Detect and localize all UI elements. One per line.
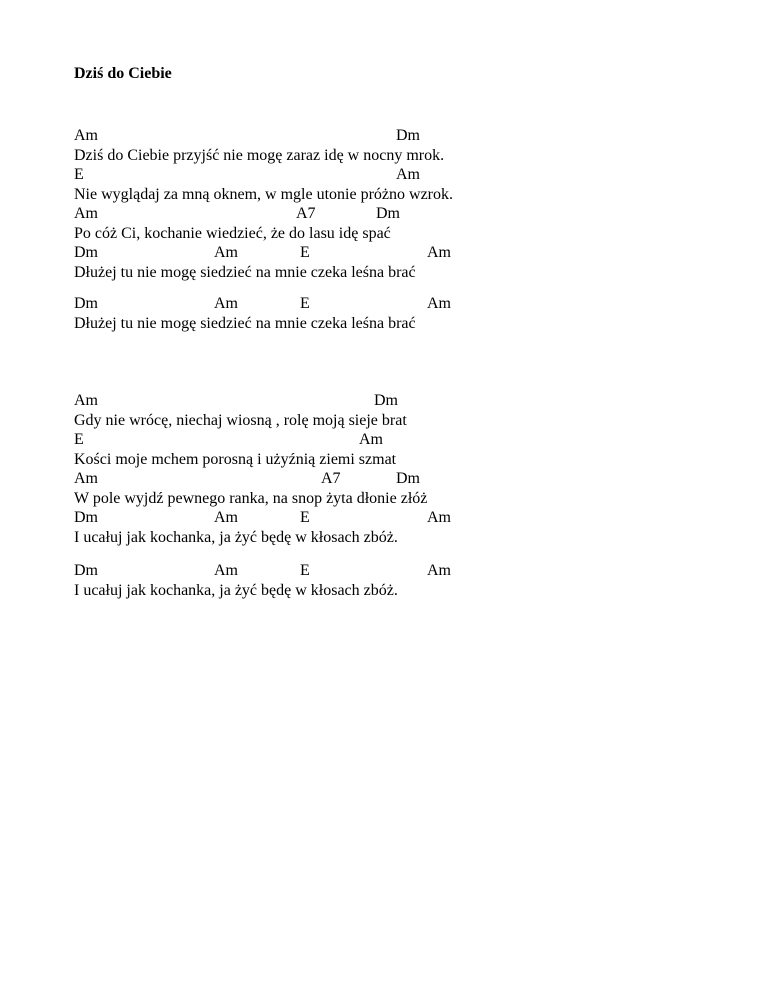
chord: Am <box>427 562 451 579</box>
chord: Am <box>359 431 383 448</box>
chord: Am <box>74 392 98 409</box>
stanza <box>74 561 734 600</box>
chord: E <box>300 244 310 261</box>
song-sheet <box>74 64 734 599</box>
chord: A7 <box>321 470 341 487</box>
chord: E <box>300 295 310 312</box>
lyric-line: Po cóż Ci, kochanie wiedzieć, że do lasu idę spać <box>74 224 391 242</box>
lyric-line: I ucałuj jak kochanka, ja żyć będę w kłosach zbóż. <box>74 581 398 599</box>
chord: Dm <box>376 205 400 222</box>
stanza <box>74 391 734 547</box>
stanza <box>74 126 734 282</box>
chord: Am <box>396 166 420 183</box>
chord-line <box>74 430 734 450</box>
chord: Am <box>74 205 98 222</box>
chord: Am <box>427 295 451 312</box>
lyric-line: Gdy nie wrócę, niechaj wiosną , rolę moją sieje brat <box>74 411 407 429</box>
chord: Dm <box>374 392 398 409</box>
chord: Am <box>214 562 238 579</box>
lyric-line: Nie wyglądaj za mną oknem, w mgle utonie próżno wzrok. <box>74 185 453 203</box>
chord-line <box>74 126 734 146</box>
lyric-line: I ucałuj jak kochanka, ja żyć będę w kłosach zbóż. <box>74 528 398 546</box>
chord: Dm <box>74 295 98 312</box>
chord: Am <box>74 127 98 144</box>
chord-line <box>74 243 734 263</box>
lyric-line: Dłużej tu nie mogę siedzieć na mnie czeka leśna brać <box>74 314 416 332</box>
lyric-line: Dziś do Ciebie przyjść nie mogę zaraz idę w nocny mrok. <box>74 146 445 164</box>
chord: A7 <box>296 205 316 222</box>
chord: Am <box>214 244 238 261</box>
chord: E <box>74 431 84 448</box>
chord: Dm <box>396 127 420 144</box>
chord: Am <box>427 509 451 526</box>
chord-line <box>74 391 734 411</box>
chord-line <box>74 561 734 581</box>
chord: Dm <box>74 562 98 579</box>
chord: Dm <box>74 244 98 261</box>
lyric-line: Dłużej tu nie mogę siedzieć na mnie czeka leśna brać <box>74 263 416 281</box>
lyric-line: Kości moje mchem porosną i użyźnią ziemi szmat <box>74 450 397 468</box>
chord: Am <box>427 244 451 261</box>
chord-line <box>74 508 734 528</box>
chord: E <box>74 166 84 183</box>
chord-line <box>74 204 734 224</box>
chord-line <box>74 165 734 185</box>
chord: E <box>300 509 310 526</box>
chord: Dm <box>396 470 420 487</box>
chord: Am <box>214 295 238 312</box>
stanza <box>74 294 734 333</box>
chord: Dm <box>74 509 98 526</box>
chord-line <box>74 294 734 314</box>
chord-line <box>74 469 734 489</box>
lyric-line: W pole wyjdź pewnego ranka, na snop żyta dłonie złóż <box>74 489 428 507</box>
chord: Am <box>74 470 98 487</box>
chord: E <box>300 562 310 579</box>
chord: Am <box>214 509 238 526</box>
song-title: Dziś do Ciebie <box>74 65 172 82</box>
